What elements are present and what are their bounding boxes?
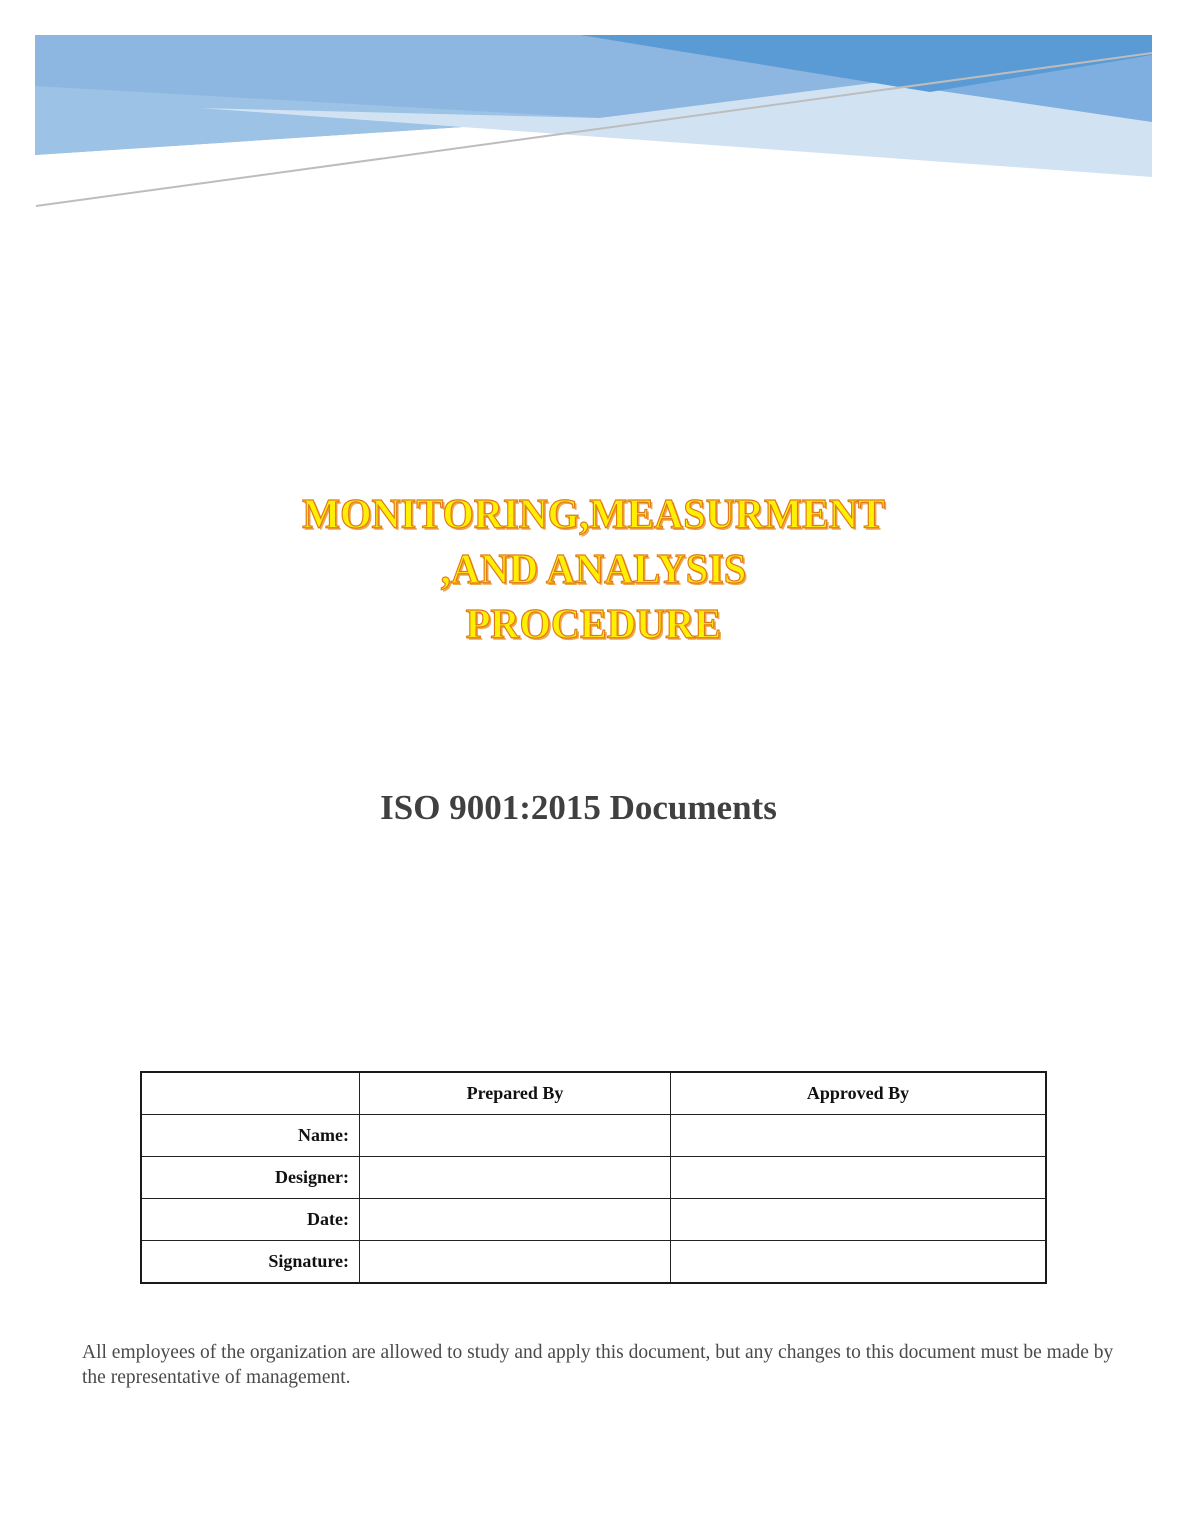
footer-note: All employees of the organization are allowed to study and apply this document, but any changes to this document must be made by the representative of management.	[82, 1341, 1114, 1388]
designer-approved-cell[interactable]	[671, 1157, 1047, 1199]
title-line-1: MONITORING,MEASURMENT	[302, 492, 885, 538]
table-header-row	[141, 1072, 1046, 1115]
row-label-designer: Designer:	[141, 1157, 360, 1199]
document-subtitle: ISO 9001:2015 Documents	[380, 788, 777, 827]
table-row	[141, 1241, 1046, 1284]
table-header-prepared-by: Prepared By	[360, 1072, 671, 1115]
name-prepared-cell[interactable]	[360, 1115, 671, 1157]
title-line-2: ,AND ANALYSIS	[440, 547, 747, 593]
signature-prepared-cell[interactable]	[360, 1241, 671, 1284]
table-row	[141, 1157, 1046, 1199]
row-label-date: Date:	[141, 1199, 360, 1241]
row-label-name: Name:	[141, 1115, 360, 1157]
table-header-approved-by: Approved By	[671, 1072, 1047, 1115]
date-prepared-cell[interactable]	[360, 1199, 671, 1241]
table-row	[141, 1115, 1046, 1157]
date-approved-cell[interactable]	[671, 1199, 1047, 1241]
name-approved-cell[interactable]	[671, 1115, 1047, 1157]
designer-prepared-cell[interactable]	[360, 1157, 671, 1199]
table-row	[141, 1199, 1046, 1241]
row-label-signature: Signature:	[141, 1241, 360, 1284]
header-banner	[0, 0, 1187, 230]
table-header-empty	[141, 1072, 360, 1115]
document-title	[0, 488, 1187, 653]
title-line-3: PROCEDURE	[465, 602, 722, 648]
signature-approved-cell[interactable]	[671, 1241, 1047, 1284]
approval-table	[140, 1071, 1047, 1284]
